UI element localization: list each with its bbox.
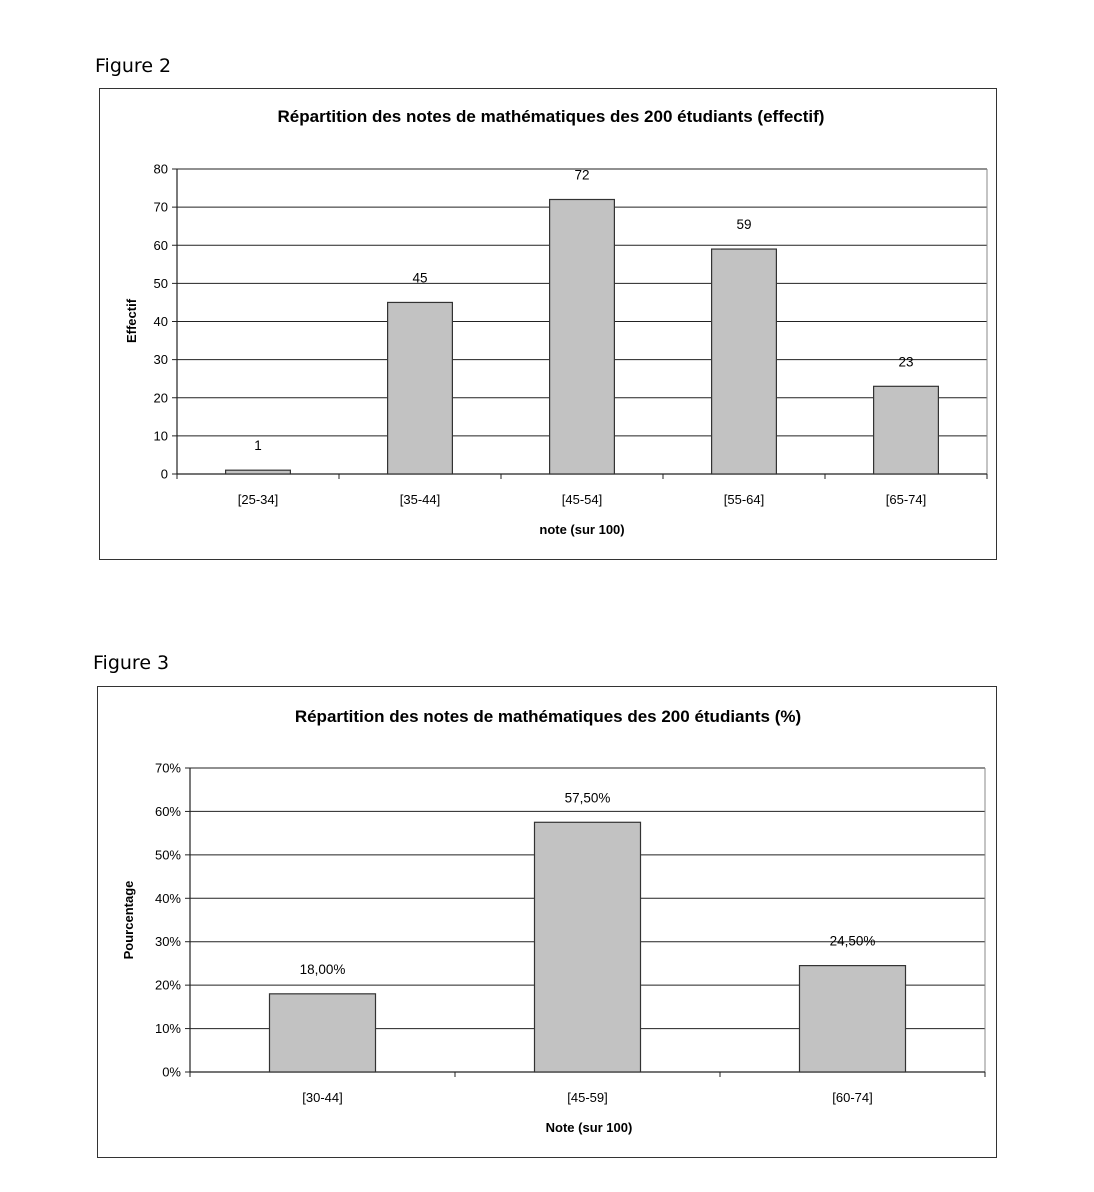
y-tick-label: 70%	[154, 760, 181, 776]
bar-chart-pourcentage	[98, 687, 998, 1159]
y-tick-label: 80	[153, 161, 168, 177]
y-tick-label: 20	[153, 390, 168, 406]
x-tick-label: [30-44]	[302, 1090, 343, 1105]
y-axis-title: Effectif	[124, 298, 139, 344]
y-axis-title: Pourcentage	[121, 880, 136, 960]
y-tick-label: 10	[153, 428, 168, 444]
data-label: 59	[736, 217, 752, 233]
bar	[535, 822, 641, 1072]
data-label: 23	[898, 354, 914, 370]
x-axis-title: note (sur 100)	[539, 522, 625, 537]
figure-caption: Figure 3	[93, 652, 170, 674]
bar	[712, 249, 777, 474]
x-axis-title: Note (sur 100)	[545, 1120, 633, 1135]
data-label: 45	[412, 270, 428, 286]
x-tick-label: [55-64]	[723, 492, 765, 507]
data-label: 1	[254, 438, 262, 454]
chart-frame	[97, 686, 997, 1158]
chart-frame	[99, 88, 997, 560]
x-tick-label: [60-74]	[832, 1090, 873, 1105]
x-tick-label: [45-59]	[567, 1090, 608, 1105]
y-tick-label: 30	[153, 352, 168, 368]
y-tick-label: 50%	[154, 847, 181, 863]
bar	[226, 470, 291, 474]
y-tick-label: 60%	[154, 803, 181, 819]
data-label: 72	[574, 167, 590, 183]
y-tick-label: 0%	[162, 1064, 181, 1080]
bar	[800, 966, 906, 1072]
x-tick-label: [65-74]	[885, 492, 927, 507]
data-label: 18,00%	[299, 961, 346, 977]
x-tick-label: [45-54]	[561, 492, 603, 507]
bar-chart-effectif	[100, 89, 998, 561]
y-tick-label: 0	[160, 466, 168, 482]
bar	[270, 994, 376, 1072]
bar	[550, 200, 615, 475]
x-tick-label: [25-34]	[237, 492, 279, 507]
x-tick-label: [35-44]	[399, 492, 441, 507]
y-tick-label: 40%	[154, 890, 181, 906]
bar	[388, 302, 453, 474]
bar	[874, 386, 939, 474]
chart-title: Répartition des notes de mathématiques des 200 étudiants (effectif)	[277, 107, 825, 126]
y-tick-label: 50	[153, 275, 168, 291]
y-tick-label: 10%	[154, 1021, 181, 1037]
y-tick-label: 70	[153, 199, 168, 215]
y-tick-label: 30%	[154, 934, 181, 950]
figure-caption: Figure 2	[95, 55, 172, 77]
y-tick-label: 60	[153, 237, 168, 253]
y-tick-label: 40	[153, 314, 168, 329]
chart-title: Répartition des notes de mathématiques des 200 étudiants (%)	[294, 707, 802, 726]
y-tick-label: 20%	[154, 977, 181, 993]
data-label: 57,50%	[564, 790, 611, 806]
data-label: 24,50%	[829, 933, 876, 949]
